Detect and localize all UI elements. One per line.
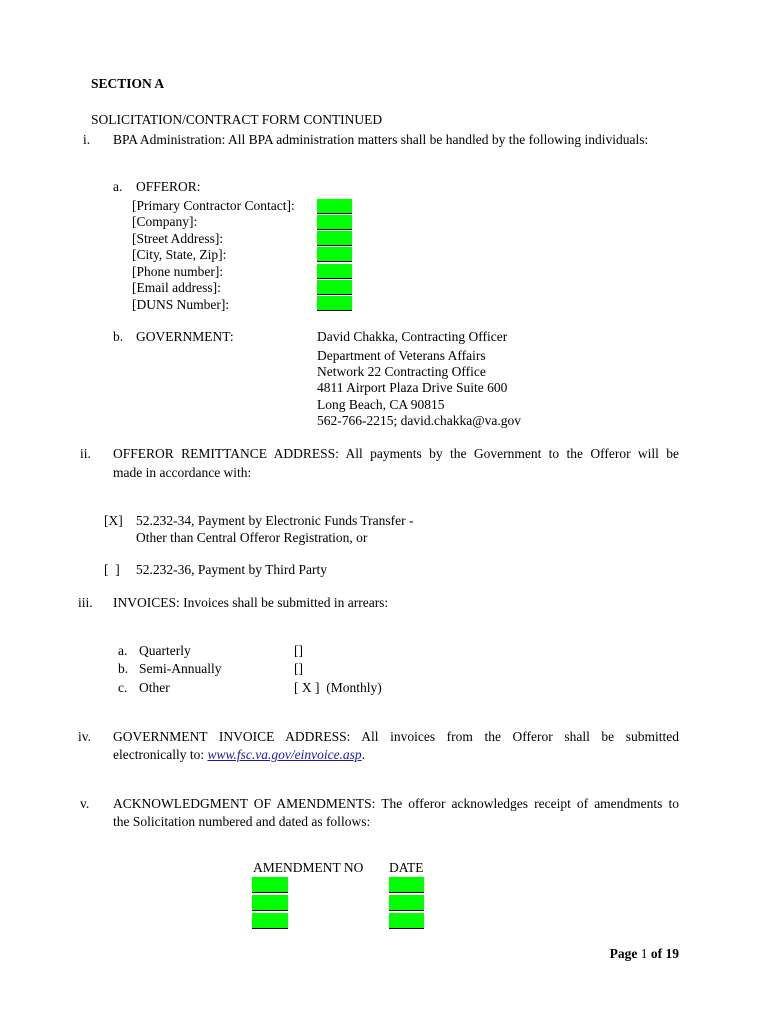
page-of-word: of xyxy=(650,946,663,961)
government-heading: GOVERNMENT: xyxy=(136,329,234,344)
item-ii-numeral: ii. xyxy=(80,446,91,461)
item-ii-text-cont: made in accordance with: xyxy=(113,465,252,480)
invoice-option-label: Semi-Annually xyxy=(139,661,222,676)
offeror-field-label-phone: [Phone number]: xyxy=(132,264,224,279)
offeror-contact-field[interactable] xyxy=(317,199,352,214)
amendment-no-field[interactable] xyxy=(252,895,288,911)
item-iv-prefix: electronically to: xyxy=(113,747,208,762)
amendment-no-field[interactable] xyxy=(252,913,288,929)
amendment-no-header: AMENDMENT NO xyxy=(253,860,364,875)
form-title: SOLICITATION/CONTRACT FORM CONTINUED xyxy=(91,112,383,127)
page-number xyxy=(610,946,679,962)
government-address-line: Department of Veterans Affairs xyxy=(317,348,486,363)
invoice-option-letter: c. xyxy=(118,680,128,695)
offeror-duns-field[interactable] xyxy=(317,296,352,311)
government-address-line: 4811 Airport Plaza Drive Suite 600 xyxy=(317,380,508,395)
item-iii-numeral: iii. xyxy=(78,595,93,610)
page-current: 1 xyxy=(640,946,648,961)
item-v-text: ACKNOWLEDGMENT OF AMENDMENTS: The offeror acknowledges receipt of amendments to xyxy=(113,796,679,811)
invoice-option-mark: [] xyxy=(294,643,303,658)
amendment-date-field[interactable] xyxy=(389,877,424,893)
government-contact: David Chakka, Contracting Officer xyxy=(317,329,508,344)
invoice-option-label: Quarterly xyxy=(139,643,191,658)
item-iv-text: GOVERNMENT INVOICE ADDRESS: All invoices from the Offeror shall be submitted xyxy=(113,729,679,744)
item-iii-text: INVOICES: Invoices shall be submitted in arrears: xyxy=(113,595,389,610)
government-letter: b. xyxy=(113,329,124,344)
offeror-field-label-duns: [DUNS Number]: xyxy=(132,297,230,312)
offeror-field-label-city: [City, State, Zip]: xyxy=(132,247,227,262)
offeror-company-field[interactable] xyxy=(317,215,352,230)
government-address-line: 562-766-2215; david.chakka@va.gov xyxy=(317,413,522,428)
invoice-option-letter: b. xyxy=(118,661,129,676)
offeror-city-field[interactable] xyxy=(317,247,352,262)
government-address-line: Network 22 Contracting Office xyxy=(317,364,486,379)
amendment-date-field[interactable] xyxy=(389,913,424,929)
offeror-street-field[interactable] xyxy=(317,231,352,246)
offeror-field-label-street: [Street Address]: xyxy=(132,231,224,246)
offeror-letter: a. xyxy=(113,179,123,194)
government-address-line: Long Beach, CA 90815 xyxy=(317,397,445,412)
section-title: SECTION A xyxy=(91,76,165,91)
offeror-email-field[interactable] xyxy=(317,280,352,295)
amendment-no-field[interactable] xyxy=(252,877,288,893)
invoice-option-mark: [] xyxy=(294,661,303,676)
payment-option-text-cont: Other than Central Offeror Registration, or xyxy=(136,530,368,545)
offeror-field-label-contact: [Primary Contractor Contact]: xyxy=(132,198,295,213)
amendment-date-field[interactable] xyxy=(389,895,424,911)
item-iv-numeral: iv. xyxy=(78,729,91,744)
offeror-phone-field[interactable] xyxy=(317,264,352,279)
item-v-numeral: v. xyxy=(80,796,90,811)
payment-option-text: 52.232-34, Payment by Electronic Funds Transfer - xyxy=(136,513,414,528)
page-total: 19 xyxy=(665,946,679,961)
item-v-text-cont: the Solicitation numbered and dated as follows: xyxy=(113,814,371,829)
payment-option-mark: [X] xyxy=(104,513,123,528)
page-word: Page xyxy=(609,946,638,961)
item-i-text: BPA Administration: All BPA administration matters shall be handled by the following individuals: xyxy=(113,132,649,147)
offeror-field-label-company: [Company]: xyxy=(132,214,198,229)
item-iv-suffix: . xyxy=(361,747,366,762)
invoice-option-mark: [ X ] (Monthly) xyxy=(294,680,382,695)
offeror-heading: OFFEROR: xyxy=(136,179,201,194)
item-ii-text: OFFEROR REMITTANCE ADDRESS: All payments by the Government to the Offeror will be xyxy=(113,446,679,461)
invoice-option-letter: a. xyxy=(118,643,128,658)
item-iv-text-cont xyxy=(113,747,365,763)
invoice-option-label: Other xyxy=(139,680,170,695)
amendment-date-header: DATE xyxy=(389,860,424,875)
einvoice-link[interactable]: www.fsc.va.gov/einvoice.asp xyxy=(207,747,362,762)
offeror-field-label-email: [Email address]: xyxy=(132,280,221,295)
payment-option-text: 52.232-36, Payment by Third Party xyxy=(136,562,327,577)
item-i-numeral: i. xyxy=(83,132,91,147)
payment-option-mark: [ ] xyxy=(104,562,120,577)
